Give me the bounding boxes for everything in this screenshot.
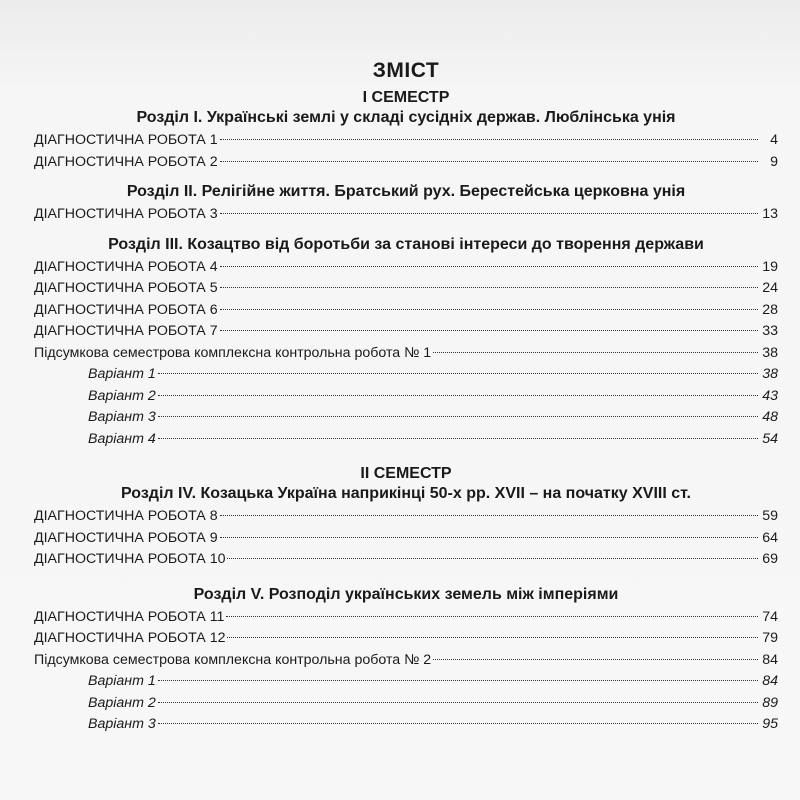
entry-page: 33 <box>762 323 778 339</box>
dot-leader <box>220 266 758 267</box>
dot-leader <box>227 637 758 638</box>
toc-entry[interactable] <box>34 130 778 152</box>
toc-entry[interactable] <box>34 257 778 279</box>
dot-leader <box>220 537 758 538</box>
variant-label: Варіант 2 <box>88 387 156 404</box>
entry-page: 84 <box>762 651 778 668</box>
dot-leader <box>158 416 758 417</box>
entry-page: 84 <box>762 673 778 689</box>
toc-entry[interactable] <box>34 528 778 550</box>
entry-page: 9 <box>770 153 778 170</box>
dot-leader <box>220 161 758 162</box>
dot-leader <box>158 438 758 439</box>
toc-entry[interactable] <box>34 204 778 226</box>
variant-label: Варіант 3 <box>88 409 156 425</box>
dot-leader <box>227 558 758 559</box>
toc-entry[interactable] <box>34 607 778 629</box>
section-5-title: Розділ V. Розподіл українських земель між імперіями <box>193 585 619 603</box>
entry-page: 54 <box>762 430 778 447</box>
entry-page: 79 <box>762 630 778 646</box>
entry-label: ДІАГНОСТИЧНА РОБОТА 7 <box>34 323 218 339</box>
semester-2-heading: ІІ СЕМЕСТР <box>360 465 452 482</box>
entry-label: ДІАГНОСТИЧНА РОБОТА 4 <box>34 258 218 275</box>
entry-page: 48 <box>762 409 778 425</box>
entry-label: ДІАГНОСТИЧНА РОБОТА 1 <box>34 132 218 148</box>
section-2-title: Розділ ІІ. Релігійне життя. Братський рух. Берестейська церковна унія <box>126 183 686 200</box>
toc-entry[interactable] <box>34 628 778 650</box>
toc-variant-entry[interactable] <box>34 429 778 451</box>
variant-label: Варіант 1 <box>88 366 156 382</box>
toc-entry[interactable] <box>34 321 778 343</box>
variant-label: Варіант 1 <box>88 673 156 689</box>
toc-variant-entry[interactable] <box>34 407 778 429</box>
variant-label: Варіант 2 <box>88 694 156 711</box>
dot-leader <box>158 680 758 681</box>
entry-label: ДІАГНОСТИЧНА РОБОТА 8 <box>34 508 218 524</box>
section-4-title: Розділ IV. Козацька Україна наприкінці 50-х рр. XVII – на початку XVIII ст. <box>121 485 691 502</box>
toc-summary-entry[interactable] <box>34 650 778 672</box>
toc-entry[interactable] <box>34 549 778 571</box>
entry-label: ДІАГНОСТИЧНА РОБОТА 12 <box>34 630 226 646</box>
entry-label: ДІАГНОСТИЧНА РОБОТА 11 <box>34 608 225 625</box>
dot-leader <box>433 352 758 353</box>
dot-leader <box>433 659 758 660</box>
toc-title: ЗМІСТ <box>372 59 440 82</box>
section-3-title: Розділ ІІІ. Козацтво від боротьби за станові інтереси до творення держави <box>108 235 704 253</box>
toc-variant-entry[interactable] <box>34 671 778 693</box>
entry-page: 19 <box>762 258 778 275</box>
entry-page: 74 <box>762 608 778 625</box>
entry-page: 38 <box>762 366 778 382</box>
dot-leader <box>220 515 758 516</box>
entry-label: ДІАГНОСТИЧНА РОБОТА 3 <box>34 206 218 222</box>
entry-page: 64 <box>762 529 778 546</box>
variant-label: Варіант 3 <box>88 716 156 732</box>
dot-leader <box>158 373 758 374</box>
toc-entry[interactable] <box>34 300 778 322</box>
toc-summary-entry[interactable] <box>34 343 778 365</box>
dot-leader <box>220 139 758 140</box>
entry-label: ДІАГНОСТИЧНА РОБОТА 9 <box>34 529 218 546</box>
semester-1-heading: І СЕМЕСТР <box>362 89 450 106</box>
entry-page: 28 <box>762 301 778 318</box>
dot-leader <box>158 702 758 703</box>
entry-label: ДІАГНОСТИЧНА РОБОТА 5 <box>34 280 218 296</box>
toc-entry[interactable] <box>34 506 778 528</box>
dot-leader <box>226 616 758 617</box>
variant-label: Варіант 4 <box>88 430 156 447</box>
summary-label: Підсумкова семестрова комплексна контрольна робота № 1 <box>34 344 432 361</box>
entry-label: ДІАГНОСТИЧНА РОБОТА 6 <box>34 301 218 318</box>
toc-entry[interactable] <box>34 278 778 300</box>
entry-page: 43 <box>762 387 778 404</box>
entry-page: 89 <box>762 694 778 711</box>
toc-variant-entry[interactable] <box>34 364 778 386</box>
dot-leader <box>158 395 758 396</box>
entry-page: 69 <box>762 551 778 567</box>
dot-leader <box>220 213 758 214</box>
dot-leader <box>220 309 758 310</box>
entry-page: 4 <box>770 132 778 148</box>
entry-label: ДІАГНОСТИЧНА РОБОТА 10 <box>34 551 226 567</box>
dot-leader <box>220 330 758 331</box>
toc-variant-entry[interactable] <box>34 714 778 736</box>
entry-page: 24 <box>762 280 778 296</box>
dot-leader <box>158 723 758 724</box>
toc-entry[interactable] <box>34 152 778 174</box>
entry-page: 95 <box>762 716 778 732</box>
entry-label: ДІАГНОСТИЧНА РОБОТА 2 <box>34 153 218 170</box>
section-1-title: Розділ І. Українські землі у складі сусідніх держав. Люблінська унія <box>136 109 676 126</box>
table-of-contents <box>34 58 778 736</box>
entry-page: 59 <box>762 508 778 524</box>
toc-variant-entry[interactable] <box>34 386 778 408</box>
entry-page: 13 <box>762 206 778 222</box>
entry-page: 38 <box>762 344 778 361</box>
summary-label: Підсумкова семестрова комплексна контрольна робота № 2 <box>34 651 432 668</box>
dot-leader <box>220 287 758 288</box>
toc-variant-entry[interactable] <box>34 693 778 715</box>
